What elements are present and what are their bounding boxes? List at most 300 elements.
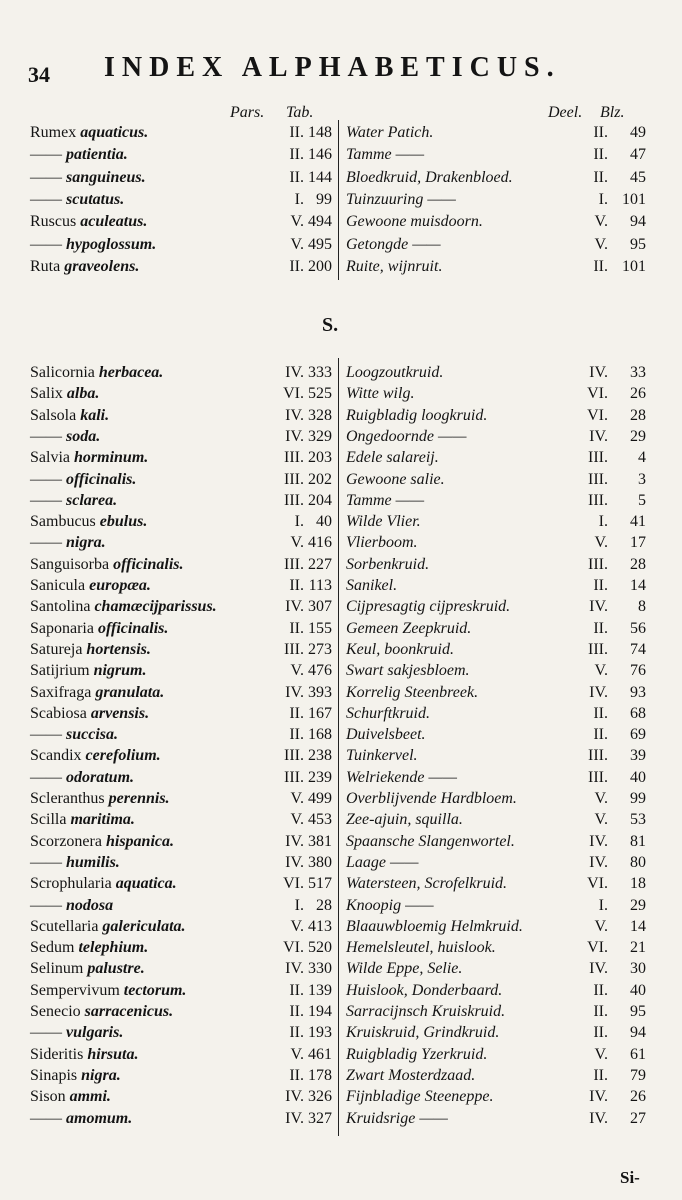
latin-name: [30, 897, 113, 915]
species: tectorum.: [123, 981, 187, 999]
genus: Sideritis: [30, 1045, 84, 1063]
deel: II.: [593, 704, 608, 722]
tab-number: 494: [308, 213, 332, 231]
genus: ——: [30, 470, 62, 488]
pars: I.: [294, 190, 304, 208]
dutch-name: Kruiskruid, Grindkruid.: [346, 1024, 500, 1042]
species: officinalis.: [113, 555, 184, 573]
latin-name: [30, 747, 161, 765]
tab-number: 495: [308, 235, 332, 253]
dutch-name: Fijnbladige Steeneppe.: [346, 1088, 494, 1106]
latin-name: [30, 705, 149, 723]
deel: II.: [593, 257, 608, 275]
tab-number: 273: [308, 640, 332, 658]
index-entry: [30, 790, 655, 811]
species: herbacea.: [98, 364, 164, 381]
pars: II.: [289, 168, 304, 186]
species: granulata.: [95, 683, 165, 701]
deel: VI.: [587, 406, 608, 424]
species: ammi.: [69, 1088, 111, 1106]
latin-name: [30, 513, 147, 531]
dutch-name: Tamme ——: [346, 146, 425, 164]
genus: ——: [30, 427, 62, 445]
dutch-name: Kruidsrige ——: [346, 1109, 448, 1127]
dutch-name: Getongde ——: [346, 235, 441, 253]
blz-page: 18: [630, 875, 646, 893]
pars: VI.: [283, 875, 304, 893]
dutch-name: Cijpresagtig cijpreskruid.: [346, 598, 511, 616]
genus: Sanguisorba: [30, 555, 110, 573]
dutch-name: Laage ——: [346, 853, 419, 871]
tab-number: 476: [308, 662, 332, 680]
genus: Salix: [30, 385, 63, 403]
genus: Sempervivum: [30, 981, 120, 999]
latin-name: [30, 471, 136, 489]
index-entry: [30, 1110, 655, 1131]
tab-number: 178: [308, 1066, 332, 1084]
tab-number: 200: [308, 257, 332, 275]
section-letter: S.: [322, 314, 339, 336]
blz-page: 47: [630, 146, 646, 164]
genus: ——: [30, 235, 62, 253]
species: graveolens.: [64, 257, 140, 275]
latin-name: [30, 939, 148, 957]
tab-number: 380: [308, 853, 332, 871]
pars: III.: [284, 470, 304, 488]
genus: Scorzonera: [30, 832, 102, 850]
deel: V.: [594, 917, 608, 935]
dutch-name: Overblijvende Hardbloem.: [346, 790, 517, 807]
blz-page: 81: [630, 832, 646, 850]
species: hispanica.: [105, 832, 174, 850]
deel: II.: [593, 146, 608, 164]
latin-name: [30, 875, 177, 893]
pars: V.: [290, 811, 304, 829]
tab-number: 168: [308, 726, 332, 744]
blz-page: 56: [630, 619, 646, 637]
tab-number: 413: [308, 917, 332, 935]
genus: Ruscus: [30, 213, 77, 231]
pars: IV.: [285, 960, 304, 978]
dutch-name: Gewoone salie.: [346, 470, 445, 488]
index-entry: [30, 146, 655, 167]
latin-name: [30, 1003, 173, 1021]
blz-page: 74: [630, 640, 646, 658]
latin-name: [30, 124, 148, 142]
species: galericulata.: [102, 917, 186, 935]
blz-page: 28: [630, 555, 646, 573]
deel: IV.: [589, 832, 608, 850]
index-entry: [30, 875, 655, 896]
deel: II.: [593, 124, 608, 141]
species: nodosa: [66, 896, 114, 914]
genus: ——: [30, 491, 62, 509]
blz-page: 101: [622, 190, 646, 208]
tab-number: 381: [308, 832, 332, 850]
latin-name: [30, 641, 151, 659]
pars: III.: [284, 768, 304, 786]
deel: III.: [588, 640, 608, 658]
dutch-name: Ongedoornde ——: [346, 427, 467, 445]
genus: Santolina: [30, 598, 91, 616]
dutch-name: Schurftkruid.: [346, 704, 430, 722]
deel: III.: [588, 768, 608, 786]
latin-name: [30, 854, 120, 872]
blz-page: 101: [622, 257, 646, 275]
genus: ——: [30, 168, 62, 186]
deel: VI.: [587, 385, 608, 403]
index-entry: [30, 598, 655, 619]
pars: IV.: [285, 853, 304, 871]
species: ebulus.: [99, 513, 148, 531]
genus: Saxifraga: [30, 683, 92, 701]
pars: II.: [289, 577, 304, 594]
dutch-name: Loogzoutkruid.: [346, 364, 444, 381]
running-title: INDEX ALPHABETICUS.: [104, 52, 561, 83]
genus: Scleranthus: [30, 790, 105, 807]
species: officinalis.: [66, 470, 137, 488]
dutch-name: Ruite, wijnruit.: [346, 257, 443, 275]
dutch-name: Tuinkervel.: [346, 747, 418, 765]
deel: II.: [593, 1066, 608, 1084]
pars: III.: [284, 491, 304, 509]
dutch-name: Vlierboom.: [346, 534, 418, 552]
species: odoratum.: [66, 768, 135, 786]
deel: III.: [588, 470, 608, 488]
pars: II.: [289, 704, 304, 722]
header-tab: Tab.: [286, 104, 314, 121]
deel: II.: [593, 1024, 608, 1042]
blz-page: 5: [638, 491, 646, 509]
pars: IV.: [285, 1088, 304, 1106]
latin-name: [30, 385, 99, 403]
latin-name: [30, 146, 128, 164]
tab-number: 139: [308, 981, 332, 999]
pars: V.: [290, 917, 304, 935]
genus: Selinum: [30, 960, 84, 978]
species: nigra.: [81, 1066, 121, 1084]
index-entry: [30, 407, 655, 428]
genus: ——: [30, 534, 62, 552]
tab-number: 453: [308, 811, 332, 829]
index-entry: [30, 918, 655, 939]
dutch-name: Hemelsleutel, huislook.: [346, 939, 496, 957]
deel: IV.: [589, 364, 608, 381]
pars: IV.: [285, 598, 304, 616]
blz-page: 8: [638, 598, 646, 616]
genus: ——: [30, 768, 62, 786]
latin-name: [30, 407, 109, 425]
genus: ——: [30, 1024, 62, 1042]
blz-page: 29: [630, 896, 646, 914]
tab-number: 203: [308, 449, 332, 467]
deel: III.: [588, 747, 608, 765]
dutch-name: Gewoone muisdoorn.: [346, 213, 483, 231]
dutch-name: Keul, boonkruid.: [346, 640, 454, 658]
index-entry: [30, 1088, 655, 1109]
index-entry: [30, 513, 655, 534]
latin-name: [30, 534, 106, 552]
genus: ——: [30, 190, 62, 208]
index-entry: [30, 705, 655, 726]
index-entry: [30, 1067, 655, 1088]
latin-name: [30, 213, 147, 231]
genus: Sison: [30, 1088, 66, 1106]
deel: III.: [588, 491, 608, 509]
pars: IV.: [285, 1109, 304, 1127]
latin-name: [30, 492, 117, 510]
deel: I.: [598, 513, 608, 531]
genus: Salsola: [30, 406, 77, 424]
pars: II.: [289, 257, 304, 275]
pars: IV.: [285, 406, 304, 424]
species: sarracenicus.: [84, 1003, 174, 1020]
index-entry: [30, 428, 655, 449]
species: vulgaris.: [66, 1024, 124, 1042]
pars: VI.: [283, 385, 304, 403]
genus: Scandix: [30, 747, 82, 765]
pars: IV.: [285, 427, 304, 445]
header-blz: Blz.: [600, 104, 625, 121]
index-entry: [30, 213, 655, 234]
species: aculeatus.: [80, 213, 148, 231]
deel: III.: [588, 555, 608, 573]
deel: II.: [593, 1003, 608, 1020]
tab-number: 326: [308, 1088, 332, 1106]
blz-page: 61: [630, 1045, 646, 1063]
species: nigrum.: [93, 662, 147, 680]
latin-name: [30, 982, 186, 1000]
pars: I.: [294, 896, 304, 914]
index-entry: [30, 1024, 655, 1045]
deel: IV.: [589, 598, 608, 616]
pars: IV.: [285, 364, 304, 381]
blz-page: 76: [630, 662, 646, 680]
index-entry: [30, 811, 655, 832]
blz-page: 68: [630, 704, 646, 722]
blz-page: 53: [630, 811, 646, 829]
dutch-name: Ruigbladig Yzerkruid.: [346, 1045, 488, 1063]
dutch-name: Blaauwbloemig Helmkruid.: [346, 917, 523, 935]
index-entry: [30, 556, 655, 577]
blz-page: 79: [630, 1066, 646, 1084]
deel: III.: [588, 449, 608, 467]
latin-name: [30, 1067, 121, 1085]
latin-name: [30, 449, 148, 467]
species: sclarea.: [66, 491, 118, 509]
genus: Salicornia: [30, 364, 95, 381]
latin-name: [30, 169, 146, 187]
pars: III.: [284, 555, 304, 573]
blz-page: 17: [630, 534, 646, 552]
dutch-name: Tuinzuuring ——: [346, 190, 456, 208]
latin-name: [30, 598, 217, 616]
tab-number: 99: [316, 190, 332, 208]
blz-page: 26: [630, 385, 646, 403]
tab-number: 40: [316, 513, 332, 531]
pars: V.: [290, 213, 304, 231]
blz-page: 33: [630, 364, 646, 381]
latin-name: [30, 684, 164, 702]
blz-page: 49: [630, 124, 646, 141]
deel: IV.: [589, 427, 608, 445]
species: alba.: [66, 385, 100, 403]
tab-number: 193: [308, 1024, 332, 1042]
genus: Salvia: [30, 449, 70, 467]
genus: ——: [30, 146, 62, 164]
pars: II.: [289, 124, 304, 141]
tab-number: 461: [308, 1045, 332, 1063]
pars: III.: [284, 449, 304, 467]
pars: IV.: [285, 683, 304, 701]
index-entry: [30, 833, 655, 854]
tab-number: 307: [308, 598, 332, 616]
index-entry: [30, 769, 655, 790]
deel: IV.: [589, 683, 608, 701]
dutch-name: Zee-ajuin, squilla.: [346, 811, 463, 829]
latin-name: [30, 364, 163, 382]
pars: I.: [294, 513, 304, 531]
genus: ——: [30, 896, 62, 914]
deel: V.: [594, 534, 608, 552]
species: humilis.: [66, 853, 120, 871]
index-entry: [30, 534, 655, 555]
pars: V.: [290, 534, 304, 552]
genus: Sanicula: [30, 577, 86, 594]
pars: III.: [284, 747, 304, 765]
species: chamæcijparissus.: [94, 598, 217, 616]
latin-name: [30, 960, 145, 978]
species: hypoglossum.: [66, 235, 157, 253]
pars: IV.: [285, 832, 304, 850]
deel: VI.: [587, 939, 608, 957]
genus: Satijrium: [30, 662, 90, 680]
tab-number: 520: [308, 939, 332, 957]
genus: ——: [30, 853, 62, 871]
latin-name: [30, 790, 170, 808]
latin-name: [30, 258, 139, 276]
blz-page: 94: [630, 213, 646, 231]
latin-name: [30, 1088, 111, 1106]
species: telephium.: [78, 939, 149, 957]
dutch-name: Wilde Vlier.: [346, 513, 421, 531]
species: hortensis.: [86, 640, 151, 658]
dutch-name: Korrelig Steenbreek.: [346, 683, 479, 701]
tab-number: 144: [308, 168, 332, 186]
species: horminum.: [74, 449, 149, 467]
species: succisa.: [66, 726, 118, 744]
index-entry: [30, 960, 655, 981]
tab-number: 227: [308, 555, 332, 573]
tab-number: 329: [308, 427, 332, 445]
blz-page: 14: [630, 917, 646, 935]
species: cerefolium.: [85, 747, 161, 765]
page-number: 34: [28, 62, 50, 87]
index-entry: [30, 577, 655, 598]
header-deel: Deel.: [548, 104, 583, 121]
index-entry: [30, 1003, 655, 1024]
tab-number: 525: [308, 385, 332, 403]
index-entry: [30, 124, 655, 145]
genus: Scutellaria: [30, 917, 99, 935]
index-entry: [30, 385, 655, 406]
tab-number: 393: [308, 683, 332, 701]
pars: II.: [289, 619, 304, 637]
dutch-name: Wilde Eppe, Selie.: [346, 960, 463, 978]
index-entry: [30, 939, 655, 960]
pars: V.: [290, 662, 304, 680]
blz-page: 45: [630, 168, 646, 186]
species: sanguineus.: [66, 168, 146, 186]
genus: Sambucus: [30, 513, 96, 531]
blz-page: 95: [630, 235, 646, 253]
deel: V.: [594, 790, 608, 807]
pars: VI.: [283, 939, 304, 957]
deel: VI.: [587, 875, 608, 893]
header-pars: Pars.: [230, 104, 265, 121]
species: aquatica.: [115, 875, 177, 893]
tab-number: 416: [308, 534, 332, 552]
blz-page: 4: [638, 449, 646, 467]
genus: Scilla: [30, 811, 67, 829]
deel: II.: [593, 168, 608, 186]
latin-name: [30, 577, 151, 595]
pars: II.: [289, 1024, 304, 1042]
blz-page: 21: [630, 939, 646, 957]
tab-number: 238: [308, 747, 332, 765]
tab-number: 113: [308, 577, 332, 594]
tab-number: 155: [308, 619, 332, 637]
genus: Saponaria: [30, 619, 94, 637]
index-entry: [30, 897, 655, 918]
deel: II.: [593, 577, 608, 594]
index-entry: [30, 726, 655, 747]
dutch-name: Welriekende ——: [346, 768, 457, 786]
genus: Ruta: [30, 257, 61, 275]
dutch-name: Witte wilg.: [346, 385, 415, 403]
genus: Scabiosa: [30, 704, 87, 722]
tab-number: 328: [308, 406, 332, 424]
blz-page: 3: [638, 470, 646, 488]
species: aquaticus.: [80, 124, 149, 141]
latin-name: [30, 191, 124, 209]
index-entry: [30, 258, 655, 279]
index-entry: [30, 620, 655, 641]
dutch-name: Water Patich.: [346, 124, 434, 141]
index-entry: [30, 236, 655, 257]
dutch-name: Tamme ——: [346, 491, 425, 509]
blz-page: 14: [630, 577, 646, 594]
index-entry: [30, 982, 655, 1003]
genus: Rumex: [30, 124, 77, 141]
blz-page: 30: [630, 960, 646, 978]
deel: II.: [593, 619, 608, 637]
blz-page: 80: [630, 853, 646, 871]
deel: IV.: [589, 853, 608, 871]
genus: Sedum: [30, 939, 75, 957]
dutch-name: Edele salareij.: [346, 449, 439, 467]
latin-name: [30, 662, 146, 680]
deel: V.: [594, 662, 608, 680]
latin-name: [30, 1110, 132, 1128]
catchword: Si-: [620, 1168, 640, 1187]
genus: ——: [30, 726, 62, 744]
index-entry: [30, 364, 655, 385]
tab-number: 517: [308, 875, 332, 893]
pars: II.: [289, 726, 304, 744]
deel: V.: [594, 235, 608, 253]
dutch-name: Knoopig ——: [346, 896, 434, 914]
